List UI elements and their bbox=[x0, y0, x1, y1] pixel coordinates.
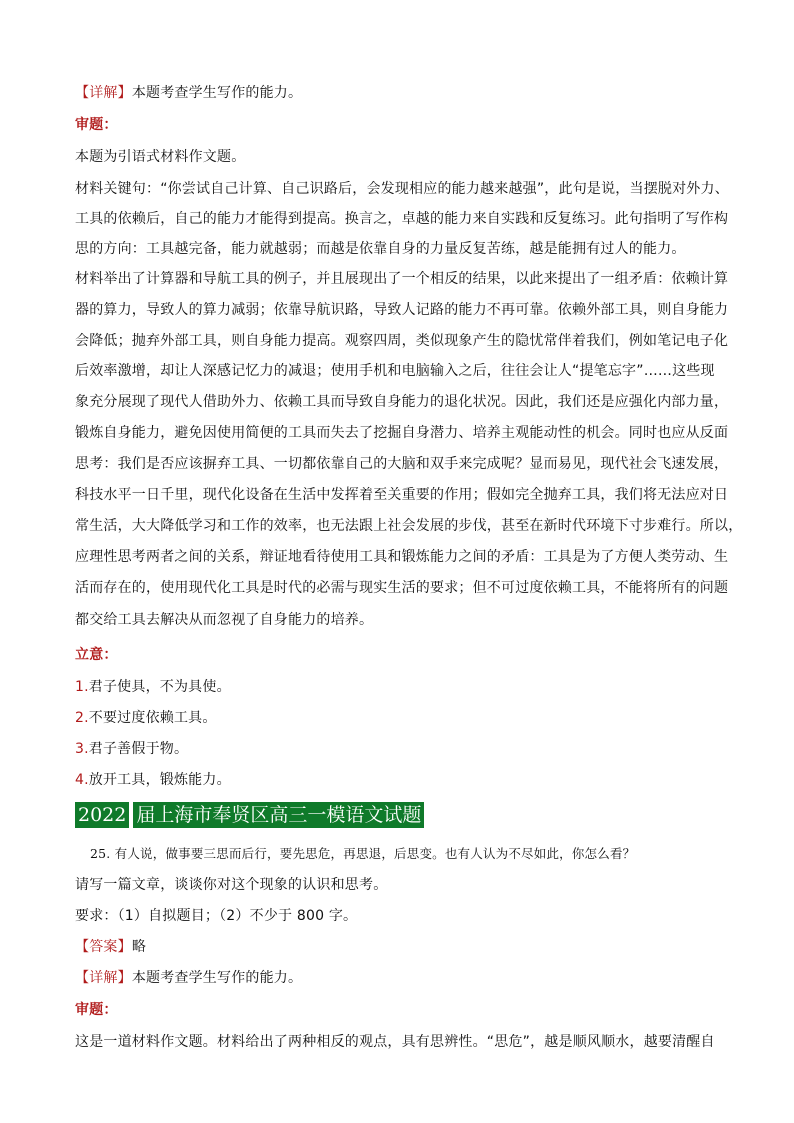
analysis-line: 科技水平一日千里，现代化设备在生活中发挥着至关重要的作用；假如完全抛弃工具，我们将无法应对日 bbox=[75, 487, 729, 503]
point-item bbox=[75, 709, 217, 727]
point-number: 1. bbox=[75, 679, 89, 695]
shenti-label: 审题： bbox=[75, 117, 118, 133]
answer-text: 略 bbox=[131, 939, 147, 955]
point-number: 3. bbox=[75, 741, 89, 757]
analysis-line: 材料关键句：“你尝试自己计算、自己识路后，会发现相应的能力越来越强”，此句是说，当摆脱对外力、 bbox=[75, 181, 729, 197]
point-text: 放开工具，锻炼能力。 bbox=[88, 772, 231, 788]
detail-text: 本题考查学生写作的能力。 bbox=[131, 970, 303, 986]
analysis-line: 器的算力，导致人的算力减弱；依靠导航识路，导致人记路的能力不再可靠。依赖外部工具，则自身能力 bbox=[75, 302, 729, 318]
analysis-line: 材料举出了计算器和导航工具的例子，并且展现出了一个相反的结果，以此来提出了一组矛盾：依赖计算 bbox=[75, 271, 729, 287]
point-text: 君子使具，不为具使。 bbox=[88, 679, 231, 695]
heading-title: 届上海市奉贤区高三一模语文试题 bbox=[133, 802, 424, 828]
analysis-line: 会降低；抛弃外部工具，则自身能力提高。观察四周，类似现象产生的隐忧常伴着我们，例如笔记电子化 bbox=[75, 333, 729, 349]
point-item bbox=[75, 771, 231, 789]
requirement-text: 要求：（1）自拟题目；（2）不少于 800 字。 bbox=[75, 908, 358, 924]
analysis-line: 活而存在的，使用现代化工具是时代的必需与现实生活的要求；但不可过度依赖工具，不能将所有的问题 bbox=[75, 580, 729, 596]
detail-tag: 【详解】 bbox=[75, 970, 132, 986]
point-item bbox=[75, 678, 231, 696]
analysis-line: 后效率激增，却让人深感记忆力的减退；使用手机和电脑输入之后，往往会让人“提笔忘字”……这些现 bbox=[75, 363, 715, 379]
detail-tag: 【详解】 bbox=[75, 85, 132, 101]
section-heading bbox=[75, 802, 424, 828]
point-text: 君子善假于物。 bbox=[88, 741, 189, 757]
answer-line bbox=[75, 938, 146, 956]
heading-year: 2022 bbox=[75, 802, 129, 828]
answer-tag: 【答案】 bbox=[75, 939, 132, 955]
detail-text: 本题考查学生写作的能力。 bbox=[131, 85, 303, 101]
point-text: 不要过度依赖工具。 bbox=[88, 710, 217, 726]
question-text: 25. 有人说，做事要三思而后行，要先思危，再思退，后思变。也有人认为不尽如此，你怎么看？ bbox=[90, 846, 636, 861]
detail-line bbox=[75, 969, 302, 987]
analysis-line: 思考：我们是否应该摒弃工具、一切都依靠自己的大脑和双手来完成呢？显而易见，现代社会飞速发展， bbox=[75, 456, 729, 472]
shenti-label: 审题： bbox=[75, 1002, 118, 1018]
analysis-line: 常生活，大大降低学习和工作的效率，也无法跟上社会发展的步伐，甚至在新时代环境下寸步难行。所以， bbox=[75, 518, 743, 534]
analysis-line: 工具的依赖后，自己的能力才能得到提高。换言之，卓越的能力来自实践和反复练习。此句指明了写作构 bbox=[75, 211, 729, 227]
instruction-text: 请写一篇文章，谈谈你对这个现象的认识和思考。 bbox=[75, 877, 388, 893]
analysis-line: 象充分展现了现代人借助外力、依赖工具而导致自身能力的退化状况。因此，我们还是应强化内部力量， bbox=[75, 394, 729, 410]
point-item bbox=[75, 740, 188, 758]
analysis-line: 应理性思考两者之间的关系，辩证地看待使用工具和锻炼能力之间的矛盾：工具是为了方便人类劳动、生 bbox=[75, 549, 729, 565]
point-number: 2. bbox=[75, 710, 89, 726]
analysis-line: 锻炼自身能力，避免因使用简便的工具而失去了挖掘自身潜力、培养主观能动性的机会。同时也应从反面 bbox=[75, 425, 729, 441]
detail-line bbox=[75, 84, 302, 102]
liyi-label: 立意： bbox=[75, 647, 118, 663]
analysis-line: 这是一道材料作文题。材料给出了两种相反的观点，具有思辨性。“思危”，越是顺风顺水，越要清醒自 bbox=[75, 1034, 715, 1050]
type-line: 本题为引语式材料作文题。 bbox=[75, 149, 246, 165]
analysis-line: 思的方向：工具越完备，能力就越弱；而越是依靠自身的力量反复苦练，越是能拥有过人的能力。 bbox=[75, 241, 686, 257]
point-number: 4. bbox=[75, 772, 89, 788]
analysis-line: 都交给工具去解决从而忽视了自身能力的培养。 bbox=[75, 612, 374, 628]
